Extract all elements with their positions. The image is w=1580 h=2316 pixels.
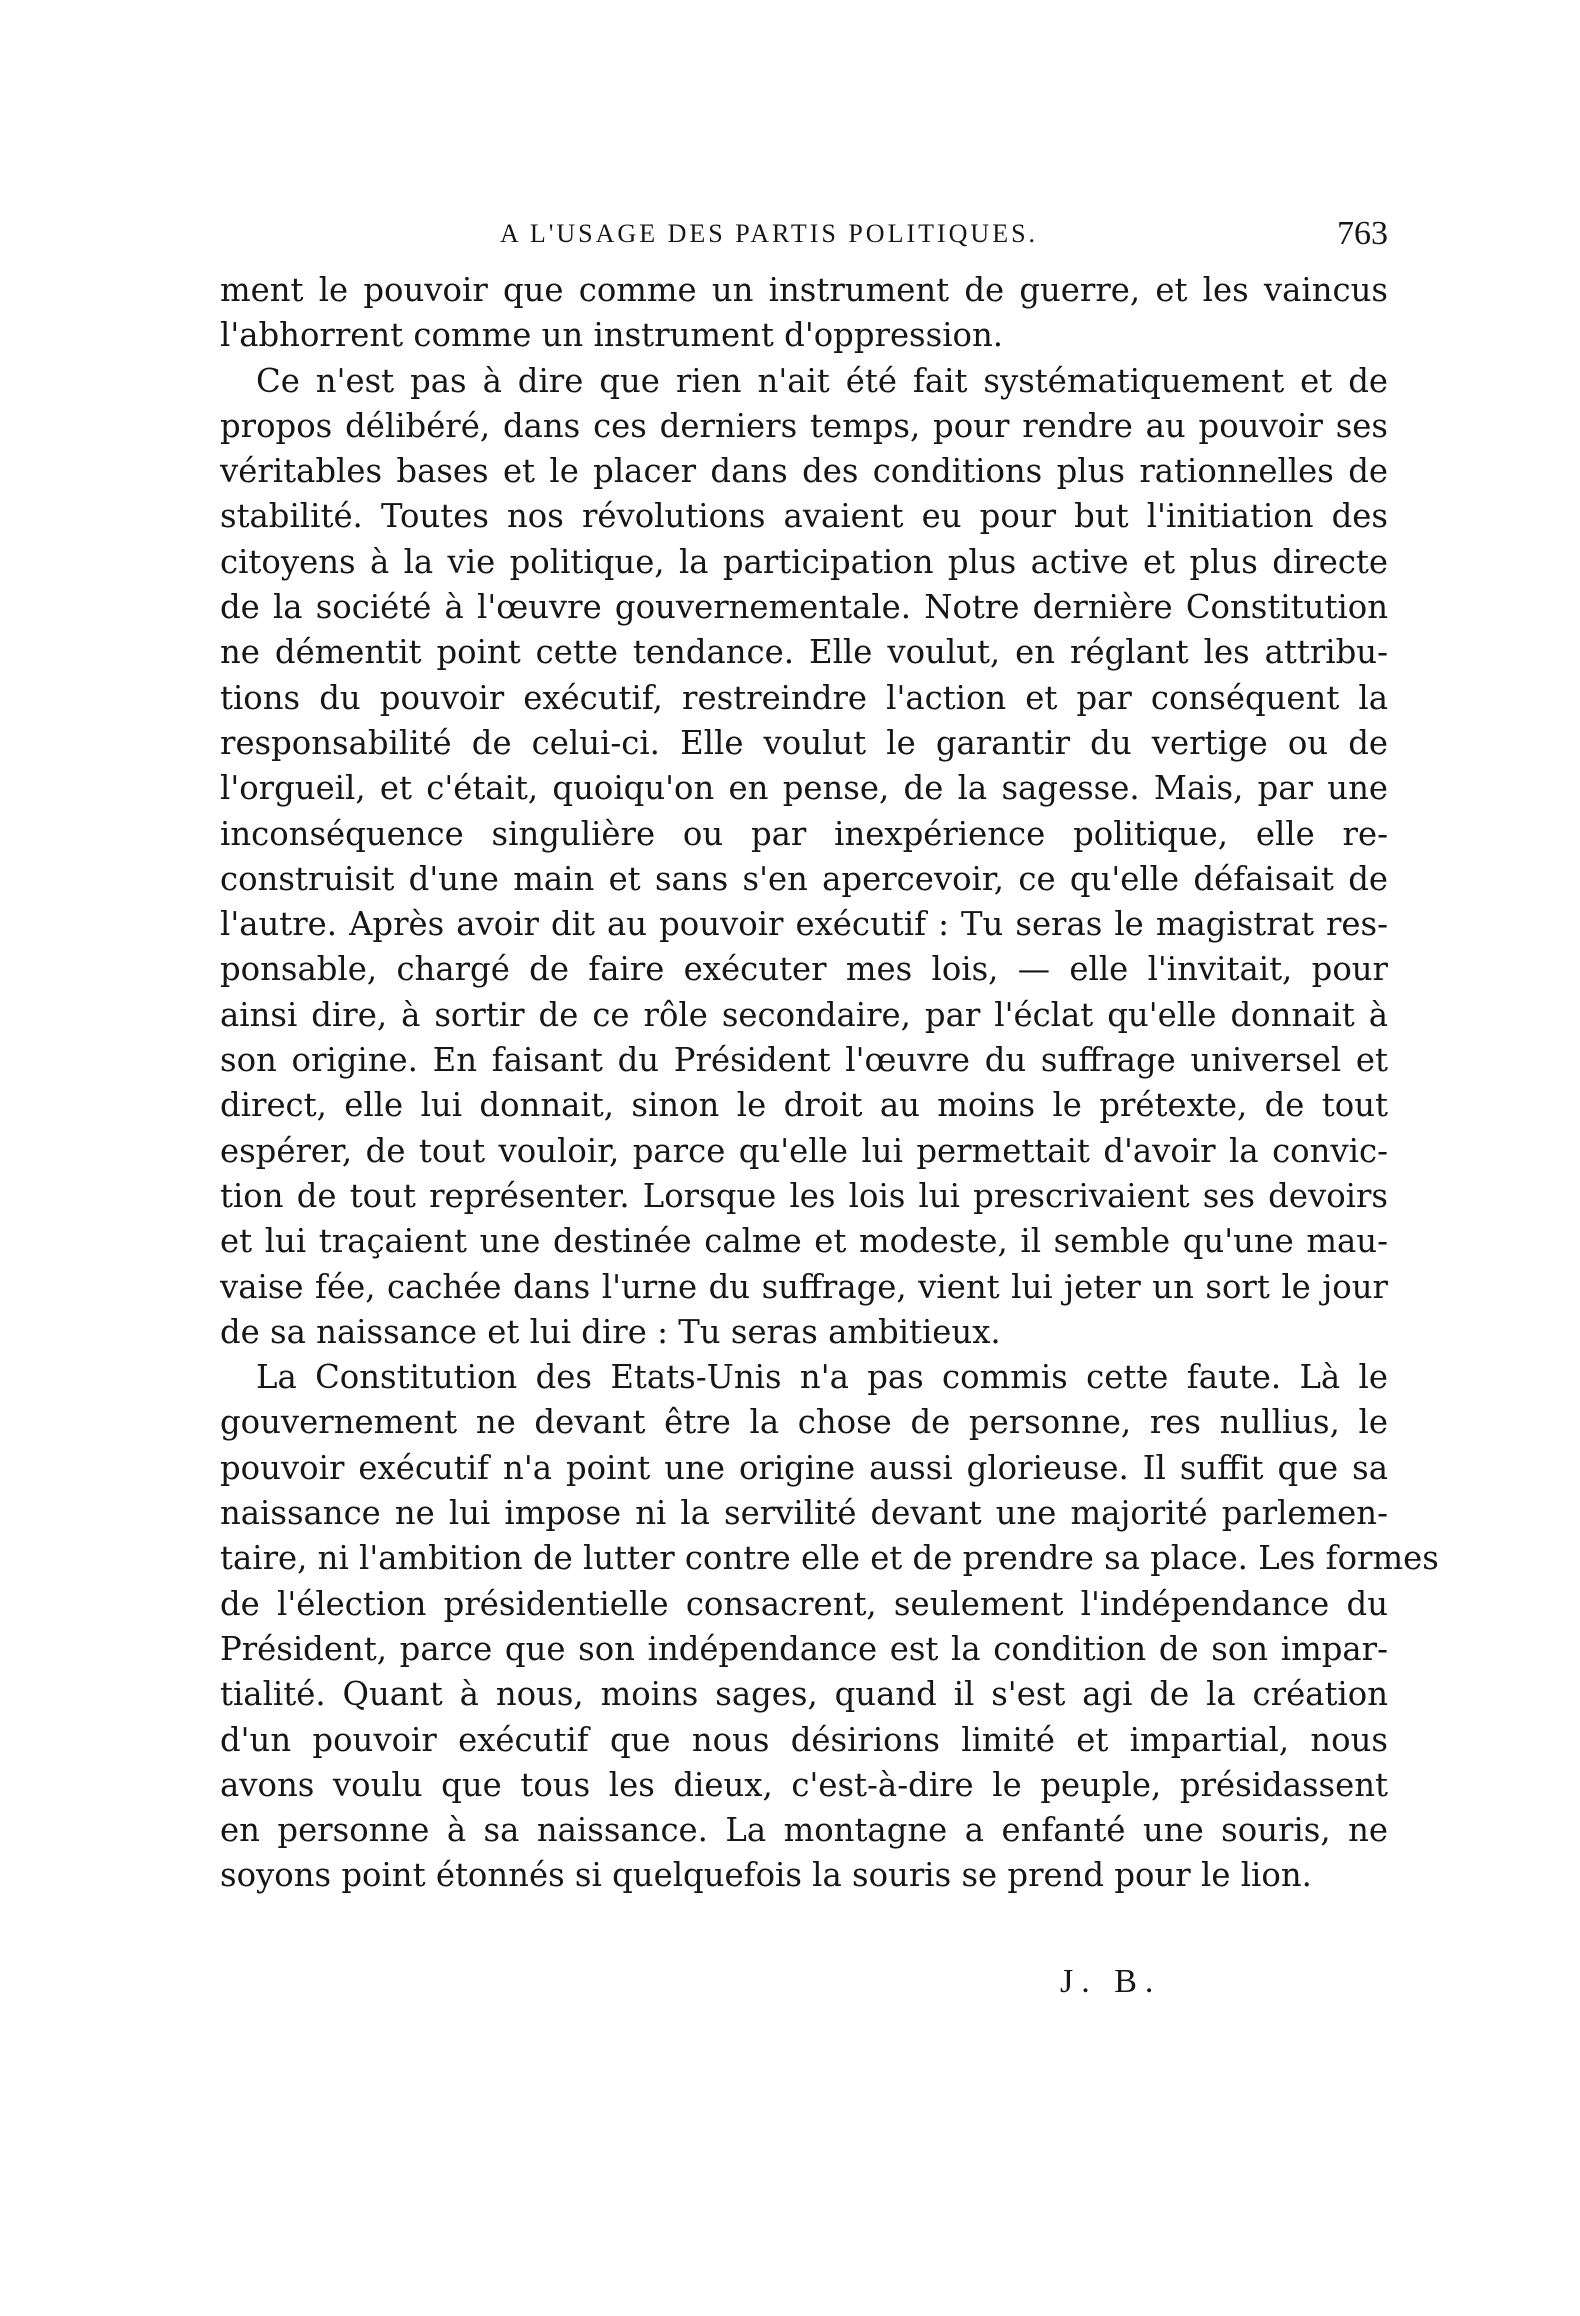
- running-title: A L'USAGE DES PARTIS POLITIQUES.: [500, 219, 1039, 248]
- text-line: naissance ne lui impose ni la servilité devant une majorité parlemen-: [220, 1494, 1388, 1533]
- text-line: ponsable, chargé de faire exécuter mes lois, — elle l'invitait, pour: [220, 950, 1388, 989]
- text-line: son origine. En faisant du Président l'œuvre du suffrage universel et: [220, 1041, 1388, 1080]
- text-line: tion de tout représenter. Lorsque les lois lui prescrivaient ses devoirs: [220, 1176, 1388, 1215]
- text-line: La Constitution des Etats-Unis n'a pas commis cette faute. Là le: [256, 1358, 1388, 1397]
- text-line: ne démentit point cette tendance. Elle voulut, en réglant les attribu-: [220, 633, 1388, 672]
- text-line: tions du pouvoir exécutif, restreindre l'action et par conséquent la: [220, 678, 1388, 717]
- text-line: construisit d'une main et sans s'en apercevoir, ce qu'elle défaisait de: [220, 859, 1388, 898]
- text-line: pouvoir exécutif n'a point une origine aussi glorieuse. Il suffit que sa: [220, 1448, 1388, 1487]
- text-line: avons voulu que tous les dieux, c'est-à-dire le peuple, présidassent: [220, 1765, 1388, 1804]
- body-text: [220, 268, 1439, 1899]
- text-line: de l'élection présidentielle consacrent, seulement l'indépendance du: [220, 1584, 1388, 1623]
- text-line: espérer, de tout vouloir, parce qu'elle lui permettait d'avoir la convic-: [220, 1131, 1388, 1170]
- text-line: taire, ni l'ambition de lutter contre elle et de prendre sa place. Les formes: [220, 1539, 1439, 1578]
- text-line: Président, parce que son indépendance est la condition de son impar-: [220, 1629, 1388, 1668]
- text-line: véritables bases et le placer dans des conditions plus rationnelles de: [220, 452, 1388, 491]
- text-line: en personne à sa naissance. La montagne a enfanté une souris, ne: [220, 1811, 1388, 1850]
- text-line: ment le pouvoir que comme un instrument de guerre, et les vaincus: [220, 271, 1388, 309]
- text-line: et lui traçaient une destinée calme et modeste, il semble qu'une mau-: [220, 1222, 1388, 1261]
- text-line: soyons point étonnés si quelquefois la souris se prend pour le lion.: [220, 1856, 1312, 1895]
- text-line: stabilité. Toutes nos révolutions avaient eu pour but l'initiation des: [220, 497, 1388, 536]
- text-line: l'abhorrent comme un instrument d'oppression.: [220, 316, 1004, 355]
- text-line: citoyens à la vie politique, la participation plus active et plus directe: [220, 542, 1388, 581]
- text-line: inconséquence singulière ou par inexpérience politique, elle re-: [220, 814, 1388, 853]
- text-line: responsabilité de celui-ci. Elle voulut le garantir du vertige ou de: [220, 723, 1388, 762]
- author-signature: J. B.: [1060, 1963, 1162, 2000]
- text-line: gouvernement ne devant être la chose de personne, res nullius, le: [220, 1403, 1388, 1442]
- text-line: tialité. Quant à nous, moins sages, quand il s'est agi de la création: [220, 1675, 1388, 1714]
- text-line: vaise fée, cachée dans l'urne du suffrage, vient lui jeter un sort le jour: [220, 1267, 1388, 1306]
- text-line: propos délibéré, dans ces derniers temps, pour rendre au pouvoir ses: [220, 406, 1388, 445]
- text-line: l'orgueil, et c'était, quoiqu'on en pense, de la sagesse. Mais, par une: [220, 769, 1388, 808]
- text-line: Ce n'est pas à dire que rien n'ait été fait systématiquement et de: [256, 361, 1388, 400]
- text-line: de la société à l'œuvre gouvernementale. Notre dernière Constitution: [220, 588, 1388, 627]
- text-line: direct, elle lui donnait, sinon le droit au moins le prétexte, de tout: [220, 1086, 1388, 1125]
- text-line: d'un pouvoir exécutif que nous désirions limité et impartial, nous: [220, 1720, 1388, 1759]
- text-line: de sa naissance et lui dire : Tu seras ambitieux.: [220, 1312, 1001, 1351]
- text-line: l'autre. Après avoir dit au pouvoir exécutif : Tu seras le magistrat res-: [220, 905, 1388, 944]
- page-number: 763: [1337, 215, 1388, 252]
- text-line: ainsi dire, à sortir de ce rôle secondaire, par l'éclat qu'elle donnait à: [220, 995, 1388, 1034]
- running-header: [220, 212, 1388, 256]
